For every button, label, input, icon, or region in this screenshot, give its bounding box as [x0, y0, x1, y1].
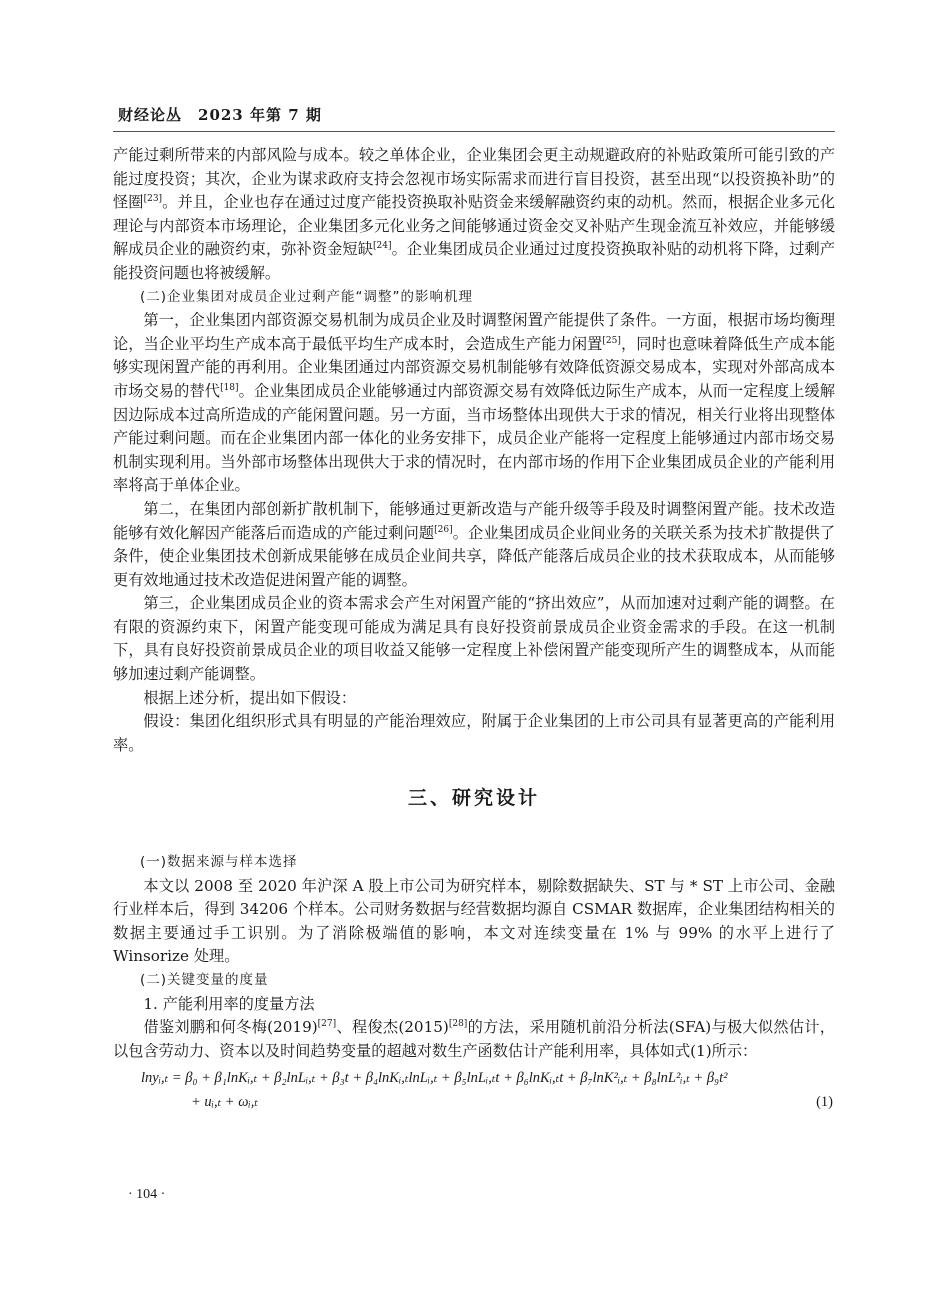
page-number: · 104 · — [128, 1187, 166, 1202]
paragraph-text: 、程俊杰(2015) — [336, 1018, 449, 1037]
paragraph — [113, 144, 835, 286]
subsection-heading: (二)企业集团对成员企业过剩产能“调整”的影响机理 — [140, 288, 474, 305]
citation: [23] — [143, 194, 163, 205]
article-body — [113, 144, 835, 1117]
paragraph-text: 产能过剩所带来的内部风险与成本。较之单体企业，企业集团会更主动规避政府的补贴政策所可能引致的产能过度投资；其次，企业为谋求政府支持会忽视市场实际需求而进行盲目投资，甚至出现“以投资换补助”的怪圈 — [113, 146, 835, 212]
paragraph-text: 。并且，企业也存在通过过度产能投资换取补贴资金来缓解融资约束的动机。然而，根据企业多元化理论与内部资本市场理论，企业集团多元化业务之间能够通过资金交叉补贴产生现金流互补效应，并能够缓解成员企业的融资约束，弥补资金短缺 — [113, 193, 836, 259]
equation-line-2: + uᵢ,ₜ + ωᵢ,ₜ — [191, 1094, 258, 1111]
citation: [27] — [317, 1019, 337, 1030]
paragraph-text: 。企业集团成员企业通过过度投资换取补贴的动机将下降，过剩产能投资问题也将被缓解。 — [113, 240, 836, 282]
section-title: 三、研究设计 — [407, 787, 540, 810]
paragraph: 根据上述分析，提出如下假设： — [143, 688, 357, 707]
paragraph — [113, 1016, 835, 1063]
paragraph-text: 第二，在集团内部创新扩散机制下，能够通过更新改造与产能升级等手段及时调整闲置产能。技术改造能够有效化解因产能落后而造成的产能过剩问题 — [113, 499, 835, 542]
paragraph-text: 第一，企业集团内部资源交易机制为成员企业及时调整闲置产能提供了条件。一方面，根据市场均衡理论，当企业平均生产成本高于最低平均生产成本时，会造成生产能力闲置 — [113, 311, 835, 353]
paragraph — [113, 309, 835, 498]
subsection-heading: (二)关键变量的度量 — [140, 972, 269, 988]
paragraph — [113, 498, 835, 592]
paragraph: 第三，企业集团成员企业的资本需求会产生对闲置产能的“挤出效应”，从而加速对过剩产能的调整。在有限的资源约束下，闲置产能变现可能成为满足具有良好投资前景成员企业资金需求的手段。在这一机制下，具有良好投资前景成员企业的项目收益又能够一定程度上补偿闲置产能变现所产生的调整成本，从而能够加速过剩产能调整。 — [113, 594, 835, 684]
equation-number: (1) — [816, 1094, 833, 1111]
header-rule — [113, 131, 835, 132]
hypothesis: 假设：集团化组织形式具有明显的产能治理效应，附属于企业集团的上市公司具有显著更高的产能利用率。 — [113, 712, 835, 754]
citation: [24] — [373, 241, 392, 252]
citation: [28] — [448, 1019, 468, 1030]
citation: [18] — [220, 382, 239, 393]
paragraph-text: 。企业集团成员企业能够通过内部资源交易有效降低边际生产成本，从而一定程度上缓解因边际成本过高所造成的产能闲置问题。另一方面，当市场整体出现供大于求的情况，相关行业将出现整体产能过剩问题。而在企业集团内部一体化的业务安排下，成员企业产能将一定程度上能够通过内部市场交易机制实现利用。当外部市场整体出现供大于求的情况时，在内部市场的作用下企业集团成员企业的产能利用率将高于单体企业。 — [113, 381, 836, 495]
paragraph-text: 的方法，采用随机前沿分析法(SFA)与极大似然估计，以包含劳动力、资本以及时间趋势变量的超越对数生产函数估计产能利用率，具体如式(1)所示： — [113, 1018, 835, 1060]
subsection-heading: (一)数据来源与样本选择 — [140, 854, 298, 871]
paragraph-text: ，同时也意味着降低生产成本能够实现闲置产能的再利用。企业集团通过内部资源交易机制能够有效降低资源交易成本，实现对外部高成本市场交易的替代 — [113, 334, 836, 400]
paragraph-text: 。企业集团成员企业间业务的关联关系为技术扩散提供了条件，使企业集团技术创新成果能够在成员企业间共享，降低产能落后成员企业的技术获取成本，从而能够更有效地通过技术改造促进闲置产能的调整。 — [113, 523, 836, 589]
equation-line-1: lnyᵢ,ₜ = β₀ + β₁lnKᵢ,ₜ + β₂lnLᵢ,ₜ + β₃t + β₄lnKᵢ,ₜlnLᵢ,ₜ + β₅lnLᵢ,ₜt + β₆lnKᵢ,ₜt + β₇lnK²ᵢ,ₜ + β₈lnL²ᵢ,ₜ + β₉t² — [141, 1070, 728, 1087]
paragraph: 本文以 2008 至 2020 年沪深 A 股上市公司为研究样本，剔除数据缺失、ST 与 * ST 上市公司、金融行业样本后，得到 34206 个样本。公司财务数据与经营数据均源自 CSMAR 数据库，企业集团结构相关的数据主要通过手工识别。为了消除极端值的影响，本文对连续变量在 1% 与 99% 的水平上进行了 Winsorize 处理。 — [113, 876, 835, 966]
journal-header: 财经论丛 2023 年第 7 期 — [118, 106, 322, 124]
citation: [25] — [602, 335, 621, 346]
paragraph-text: 借鉴刘鹏和何冬梅(2019) — [143, 1018, 318, 1037]
equation — [113, 1067, 835, 1117]
citation: [26] — [434, 524, 453, 535]
numbered-heading: 1. 产能利用率的度量方法 — [143, 994, 315, 1013]
